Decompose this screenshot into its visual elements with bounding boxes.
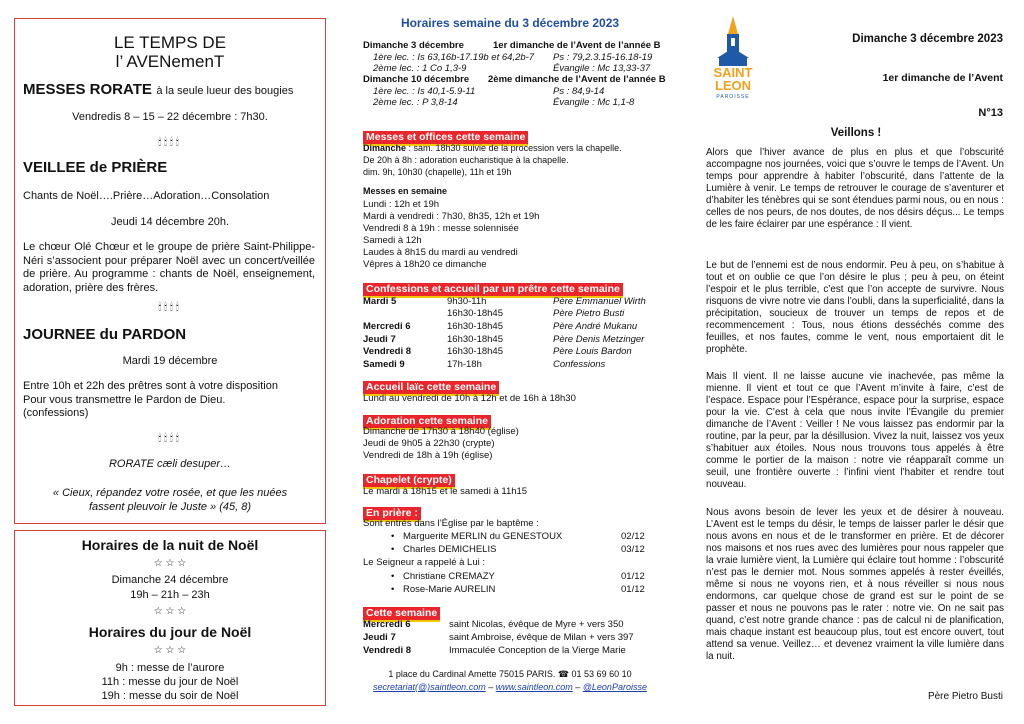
confession-priest: Père Louis Bardon: [553, 346, 632, 357]
dimanche-line: Dimanche : sam. 18h30 suivie de la procession vers la chapelle.: [363, 143, 622, 153]
reading-psalm: Ps : 79,2.3.15-16.18-19: [553, 52, 653, 63]
confession-time: 16h30-18h45: [447, 308, 503, 319]
messes-heading: Messes et offices cette semaine: [363, 131, 528, 146]
stars-icon: ☆ ☆ ☆: [153, 606, 187, 617]
deces-intro: Le Seigneur a rappelé à Lui :: [363, 557, 486, 568]
dimanche-adoration: De 20h à 8h : adoration eucharistique à la chapelle.: [363, 155, 569, 165]
noel-night-title: Horaires de la nuit de Noël: [81, 537, 259, 553]
dimanche-times: dim. 9h, 10h30 (chapelle), 11h et 19h: [363, 167, 512, 177]
logo-saint: SAINT: [713, 65, 753, 80]
noel-day-line: 11h : messe du jour de Noël: [101, 676, 239, 688]
deces-date: 01/12: [621, 571, 645, 582]
email-link[interactable]: secretariat(@)saintleon.com: [373, 682, 486, 692]
chapelet-text: Le mardi à 18h15 et le samedi à 11h15: [363, 486, 528, 497]
pardon-text: Entre 10h et 22h des prêtres sont à votre disposition Pour vous transmettre le Pardon de Dieu. (confessions): [23, 380, 278, 419]
bapteme-date: 03/12: [621, 544, 645, 555]
confession-priest: Confessions: [553, 359, 606, 370]
noel-night-times: 19h – 21h – 23h: [130, 589, 210, 601]
avent-box: [14, 18, 326, 524]
confessions-heading: Confessions et accueil par un prêtre cette semaine: [363, 283, 623, 298]
fete-text: saint Nicolas, évêque de Myre + vers 350: [449, 619, 624, 630]
noel-day-line: 19h : messe du soir de Noël: [101, 690, 239, 702]
confession-day: Mardi 5: [363, 296, 397, 307]
confession-time: 17h-18h: [447, 359, 482, 370]
fete-text: saint Ambroise, évêque de Milan + vers 397: [449, 632, 634, 643]
twitter-link[interactable]: @LeonParoisse: [582, 682, 647, 692]
noel-night-date: Dimanche 24 décembre: [111, 574, 229, 586]
veillee-subtitle: Chants de Noël….Prière…Adoration…Consolation: [23, 190, 270, 202]
bulletin-sunday: 1er dimanche de l’Avent: [882, 72, 1003, 84]
chapelet-heading: Chapelet (crypte): [363, 474, 455, 489]
veillee-text: Le chœur Olé Chœur et le groupe de prière Saint-Philippe-Néri s’associent pour préparer Noël avec un concert/veillée de prière. Au programme : chants de Noël, enseignement, adoration, prière des frères.: [23, 241, 315, 294]
rorate-quote: « Cieux, répandez votre rosée, et que les nuées fassent pleuvoir le Juste » (45, 8): [52, 487, 288, 513]
confession-day: Mercredi 6: [363, 321, 411, 332]
bapteme-intro: Sont entrés dans l’Église par le baptême :: [363, 518, 539, 529]
adoration-line: Dimanche de 17h30 à 18h40 (église): [363, 426, 519, 437]
church-tower-icon: [703, 14, 763, 66]
confession-priest: Père André Mukanu: [553, 321, 638, 332]
bapteme-name: • Charles DEMICHELIS: [403, 544, 496, 555]
adoration-line: Jeudi de 9h05 à 22h30 (crypte): [363, 438, 495, 449]
deces-date: 01/12: [621, 584, 645, 595]
reading-date: Dimanche 10 décembre: [363, 74, 470, 85]
veillee-heading: VEILLEE de PRIÈRE: [23, 159, 168, 176]
rorate-heading: MESSES RORATE à la seule lueur des bougies: [23, 81, 294, 98]
semaine-line: Mardi à vendredi : 7h30, 8h35, 12h et 19h: [363, 211, 540, 222]
confession-day: Jeudi 7: [363, 334, 396, 345]
fetes-heading: Cette semaine: [363, 607, 440, 622]
candles-icon: 🕯🕯🕯🕯: [158, 302, 182, 313]
editorial-title: Veillons !: [830, 127, 882, 139]
confession-time: 16h30-18h45: [447, 346, 503, 357]
editorial-paragraph: Le but de l’ennemi est de nous endormir. Peu à peu, on s’habitue à tout et on oublie ce que l’on désire le plus ; peu à peu, on éteint l’espoir et le plus terrible, c’est que l’on accepte de survivre. Nous risquons de vivre notre vie dans l’oubli, dans la superficialité, dans la précipitation, soucieux de trouver un temps de repos et de recommencement : Tous, nous étions desséchés comme des feuilles, et nos fautes, comme le vent, nous emportaient dit le prophète.: [706, 260, 1004, 355]
parish-address: 1 place du Cardinal Amette 75015 PARIS. ☎ 01 53 69 60 10: [388, 669, 632, 679]
reading-gospel: Évangile : Mc 1,1-8: [553, 97, 635, 108]
semaine-line: Lundi : 12h et 19h: [363, 199, 440, 210]
confession-day: Vendredi 8: [363, 346, 412, 357]
accueil-heading: Accueil laïc cette semaine: [363, 381, 499, 396]
noel-box: [14, 530, 326, 706]
editorial-paragraph: Nous avons besoin de lever les yeux et de désirer à nouveau. L’Avent est le temps du désir, le temps de laisser parler le désir que nous avons en nous et de le transformer en prière. Et de décorer nos maisons et nos rues avec des lumières pour nous rappeler que la vraie lumière vient, la Lumière qui éclaire tout homme : l’obscurité n’est pas le dernier mot. Nous sommes appelés à rester éveillés, même si nous ne voyons rien, et à nous réveiller si nous nous endormons, car quelque chose de grand est sur le point de se passer et nous ne pouvons pas le rater : notre vie. On ne sait pas quand, c’est notre grande chance : pas de calcul ni de planification, mais chaque instant est beaucoup plus, tout est encore ouvert, tout attend sa venue. Veillez… et devenez vraiment la ville lumière dans la nuit.: [706, 507, 1004, 662]
candles-icon: 🕯🕯🕯🕯: [158, 433, 182, 444]
rorate-dates: Vendredis 8 – 15 – 22 décembre : 7h30.: [72, 111, 268, 123]
semaine-line: Vendredi 8 à 19h : messe solennisée: [363, 223, 519, 234]
pardon-heading: JOURNEE du PARDON: [23, 326, 187, 343]
semaine-line: Laudes à 8h15 du mardi au vendredi: [363, 247, 518, 258]
confession-day: Samedi 9: [363, 359, 405, 370]
editorial-paragraph: Alors que l’hiver avance de plus en plus et que l’obscurité accompagne nos journées, voici que s’ouvre le temps de l’Avent. Un temps pour apprendre à habiter l’obscurité, dans l’attente de la Lumière à venir. Le temps de retrouver le courage de s’aventurer et d’habiter les ténèbres qui se sont étendues parmi nous, ou en nous : celles de nos peurs, de nos doutes, de nos désirs déçus... Le temps de les faire éclairer par une espérance : Il vient.: [706, 147, 1004, 230]
rorate-latin: RORATE cæli desuper…: [108, 458, 232, 470]
reading-second: 2ème lec. : P 3,8-14: [373, 97, 458, 108]
reading-title: 2ème dimanche de l’Avent de l’année B: [488, 74, 666, 85]
noel-day-line: 9h : messe de l’aurore: [115, 662, 225, 674]
stars-icon: ☆ ☆ ☆: [153, 558, 187, 569]
confession-priest: Père Emmanuel Wirth: [553, 296, 646, 307]
reading-first: 1ère lec. : Is 63,16b-17.19b et 64,2b-7: [373, 52, 535, 63]
reading-first: 1ère lec. : Is 40,1-5.9-11: [373, 86, 476, 97]
semaine-heading: Messes en semaine: [363, 186, 448, 196]
fete-day: Vendredi 8: [363, 645, 412, 656]
semaine-line: Samedi à 12h: [363, 235, 422, 246]
parish-logo: [703, 14, 763, 104]
confession-time: 16h30-18h45: [447, 334, 503, 345]
avent-title-line2: l’ AVENemenT: [115, 52, 225, 71]
deces-name: • Rose-Marie AURELIN: [403, 584, 495, 595]
stars-icon: ☆ ☆ ☆: [153, 645, 187, 656]
priere-heading: En prière :: [363, 507, 421, 522]
logo-paroisse: PAROISSE: [716, 94, 750, 100]
website-link[interactable]: www.saintleon.com: [495, 682, 573, 692]
reading-gospel: Évangile : Mc 13,33-37: [553, 63, 651, 74]
pardon-date: Mardi 19 décembre: [122, 355, 218, 367]
reading-title: 1er dimanche de l’Avent de l’année B: [493, 40, 661, 51]
semaine-line: Vêpres à 18h20 ce dimanche: [363, 259, 487, 270]
confession-time: 9h30-11h: [447, 296, 487, 307]
confession-priest: Père Pietro Busti: [553, 308, 625, 319]
editorial-paragraph: Mais Il vient. Il ne laisse aucune vie inachevée, pas même la mienne. Il vient et tout ce que l’Avent m’invite à faire, c’est de l’espace. Espace pour l’Espérance, espace pour la surprise, espace pour la vie. C’est à cela que nous invite l’Évangile du premier dimanche de l’Avent : Veiller ! Ne vous laissez pas endormir par la routine, par la peur, par la désillusion. Vivez la nuit, laissez vos yeux s’habituer aux étoiles. Nous nous trouvons tous appelés à être comme le portier de la maison : notre vie réapparaît comme un seuil, une frontière ouverte : l’infini vient l’habiter et rendre tout nouveau.: [706, 371, 1004, 490]
reading-psalm: Ps : 84,9-14: [553, 86, 605, 97]
fete-text: Immaculée Conception de la Vierge Marie: [449, 645, 626, 656]
logo-leon: LEON: [714, 78, 752, 93]
adoration-line: Vendredi de 18h à 19h (église): [363, 450, 493, 461]
confession-priest: Père Denis Metzinger: [553, 334, 645, 345]
veillee-date: Jeudi 14 décembre 20h.: [110, 216, 230, 228]
accueil-text: Lundi au vendredi de 10h à 12h et de 16h à 18h30: [363, 393, 576, 404]
editorial-signature: Père Pietro Busti: [927, 691, 1003, 702]
bapteme-date: 02/12: [621, 531, 645, 542]
fete-day: Mercredi 6: [363, 619, 411, 630]
avent-title-line1: LE TEMPS DE: [113, 33, 227, 52]
bapteme-name: • Marguerite MERLIN du GENESTOUX: [403, 531, 562, 542]
confession-time: 16h30-18h45: [447, 321, 503, 332]
fete-day: Jeudi 7: [363, 632, 396, 643]
bulletin-date: Dimanche 3 décembre 2023: [852, 33, 1003, 45]
candles-icon: 🕯🕯🕯🕯: [158, 137, 182, 148]
parish-contacts: secretariat(@)saintleon.com – www.saintleon.com – @LeonParoisse: [373, 682, 647, 692]
bulletin-number: N°13: [978, 107, 1003, 119]
reading-date: Dimanche 3 décembre: [363, 40, 464, 51]
week-schedule-header: Horaires semaine du 3 décembre 2023: [400, 16, 620, 30]
reading-second: 2ème lec. : 1 Co 1,3-9: [373, 63, 467, 74]
deces-name: • Christiane CREMAZY: [403, 571, 495, 582]
noel-day-title: Horaires du jour de Noël: [88, 624, 252, 640]
adoration-heading: Adoration cette semaine: [363, 415, 491, 430]
